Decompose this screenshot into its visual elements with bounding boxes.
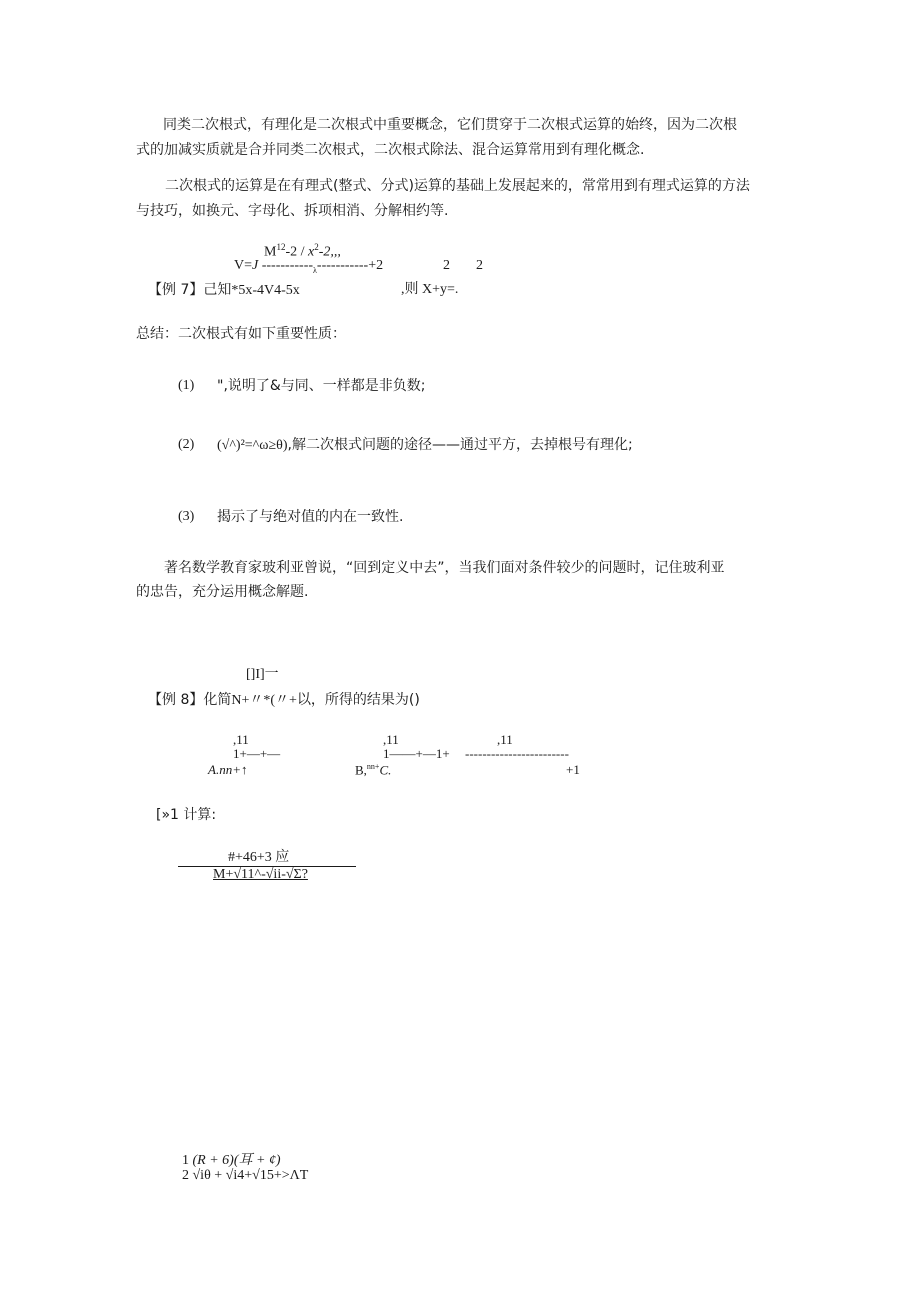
ex8-optC-bottom: +1: [566, 762, 580, 777]
ex8-optB-mid: 1——+—1+: [383, 746, 450, 761]
ex7-formula-mid: V=J $-----------_\lambda-----------+2$: [234, 258, 384, 275]
summary-item2-num: (2): [178, 437, 195, 452]
ex8-optA-top: ,11: [233, 732, 249, 747]
para1-line1: 同类二次根式，有理化是二次根式中重要概念，它们贯穿于二次根式运算的始终，因为二次根: [163, 117, 737, 133]
ex9-denominator: M+√11^-√ii-√Σ?: [213, 867, 308, 882]
summary-item2-text: (√^)²=^ω≥θ),解二次根式问题的途径——通过平方，去掉根号有理化;: [217, 437, 633, 453]
summary-item3-num: (3): [178, 509, 195, 524]
ex8-question: 【例 8】化简N+〃*(〃+以，所得的结果为(): [148, 692, 420, 708]
summary-item1-num: (1): [178, 378, 195, 393]
bottom-line1: 1 (R + 6)(耳 + ¢): [182, 1153, 281, 1168]
ex8-optB-bottom: B,$^{nn+}$C.: [355, 762, 392, 778]
ex8-optC-top: ,11: [497, 732, 513, 747]
ex7-two-a: 2: [443, 258, 450, 273]
ex8-optC-dashes: ------------------------: [465, 746, 569, 761]
ex7-two-b: 2: [476, 258, 483, 273]
ex8-optA-bottom: A.nn+↑: [208, 762, 248, 777]
summary-title: 总结：二次根式有如下重要性质：: [136, 326, 346, 342]
ex8-header-fragment: []I]一: [246, 667, 279, 682]
bottom-line2: 2 √iθ + √i4+√15+>ΛT: [182, 1168, 309, 1183]
para3-line1: 著名数学教育家玻利亚曾说，“回到定义中去”，当我们面对条件较少的问题时，记住玻利亚: [164, 560, 725, 576]
ex9-label: [»1 计算:: [156, 807, 217, 823]
para3-line2: 的忠告，充分运用概念解题.: [136, 584, 309, 600]
ex8-optA-mid: 1+—+—: [233, 746, 281, 761]
summary-item3-text: 揭示了与绝对值的内在一致性.: [217, 509, 404, 525]
ex8-optB-top: ,11: [383, 732, 399, 747]
para1-line2: 式的加减实质就是合并同类二次根式，二次根式除法、混合运算常用到有理化概念.: [136, 142, 645, 158]
para2-line2: 与技巧，如换元、字母化、拆项相消、分解相约等.: [136, 203, 449, 219]
ex7-label: 【例 7】己知*5x-4V4-5x: [148, 282, 300, 298]
ex7-formula-top: $M^{12}-2 / x^2-2$,,,: [264, 242, 341, 260]
ex9-numerator: #+46+3 应: [228, 850, 290, 865]
summary-item1-text: ",说明了&与同、一样都是非负数;: [217, 378, 426, 394]
para2-line1: 二次根式的运算是在有理式(整式、分式)运算的基础上发展起来的，常常用到有理式运算的方法: [165, 178, 750, 194]
ex7-ask: ,则 X+y=.: [401, 282, 459, 297]
